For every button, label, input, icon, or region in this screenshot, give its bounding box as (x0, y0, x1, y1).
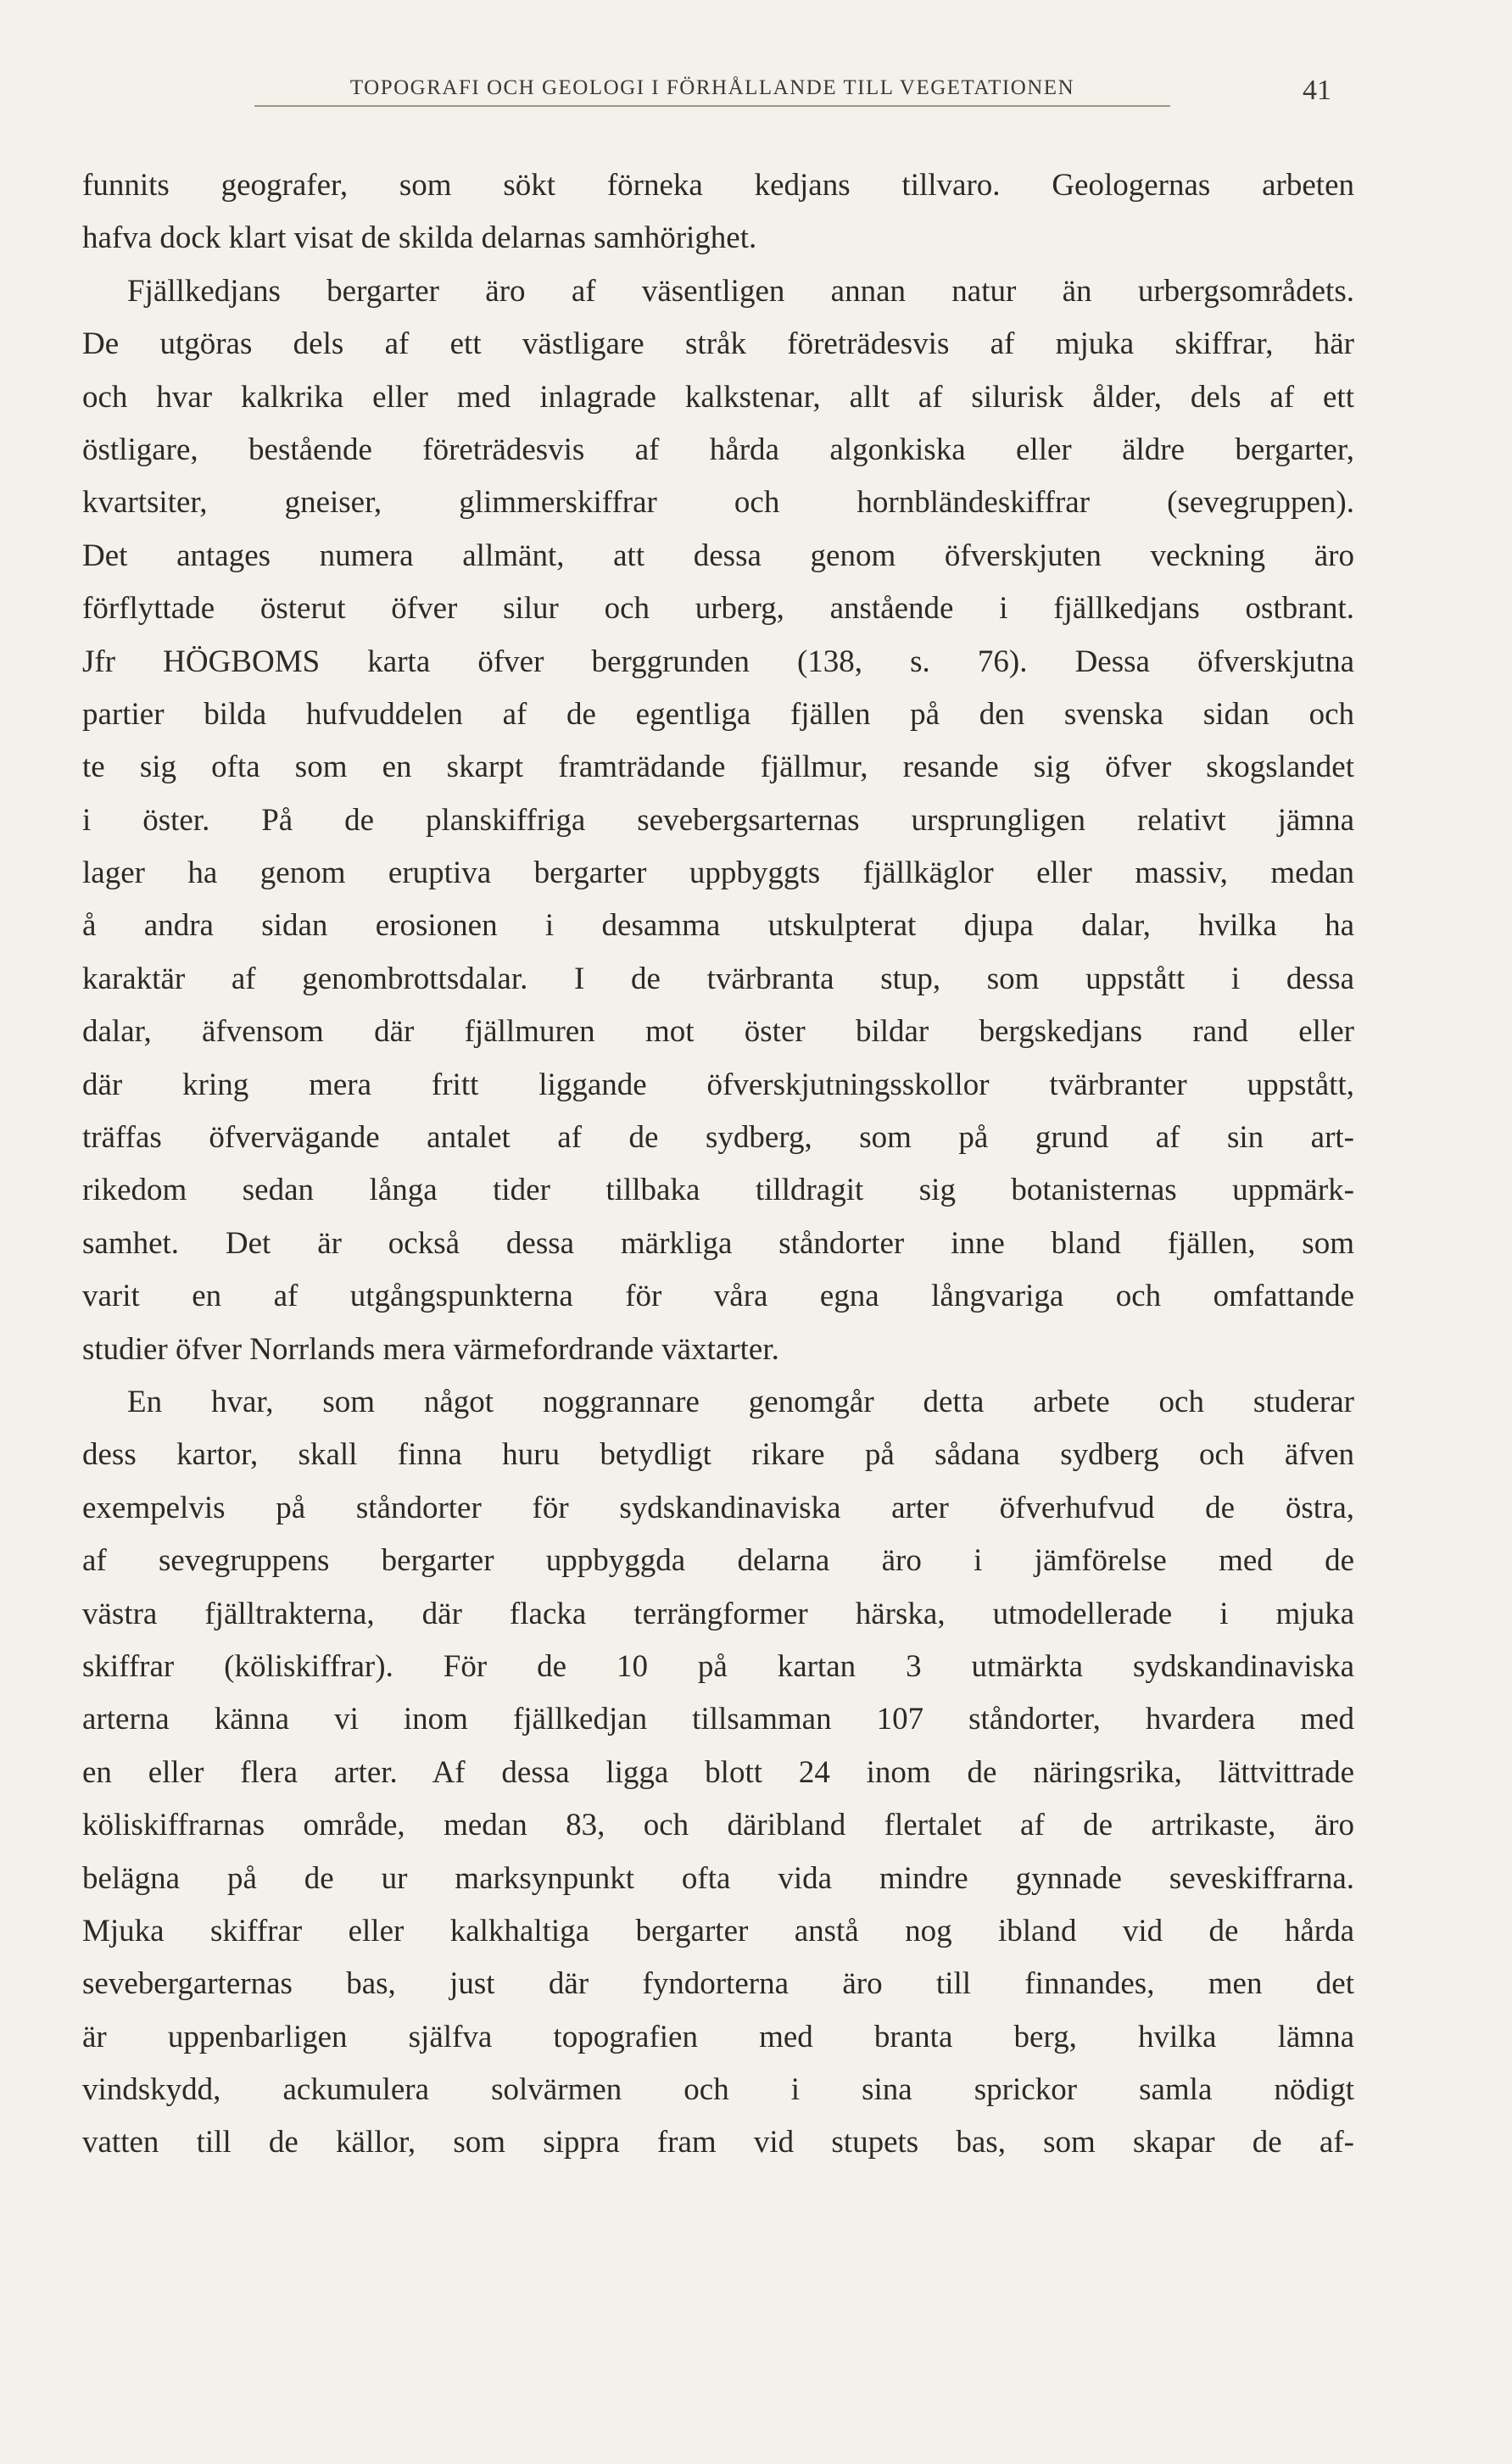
text-line: skiffrar (köliskiffrar). För de 10 på kartan 3 utmärkta sydskandinaviska (82, 1648, 1354, 1684)
text-line: är uppenbarligen själfva topografien med branta berg, hvilka lämna (82, 2019, 1354, 2054)
text-line: af sevegruppens bergarter uppbyggda delarna äro i jämförelse med de (82, 1543, 1354, 1579)
text-line: Det antages numera allmänt, att dessa genom öfverskjuten veckning äro (82, 538, 1354, 573)
running-head: TOPOGRAFI OCH GEOLOGI I FÖRHÅLLANDE TILL VEGETATIONEN (254, 76, 1170, 107)
text-line: vatten till de källor, som sippra fram vid stupets bas, som skapar de af- (82, 2125, 1354, 2160)
text-line: samhet. Det är också dessa märkliga ståndorter inne bland fjällen, som (82, 1225, 1354, 1261)
text-line: En hvar, som något noggrannare genomgår detta arbete och studerar (127, 1384, 1354, 1419)
text-line: hafva dock klart visat de skilda delarnas samhörighet. (82, 220, 757, 256)
text-line: där kring mera fritt liggande öfverskjutningsskollor tvärbranter uppstått, (82, 1067, 1354, 1102)
text-line: dalar, äfvensom där fjällmuren mot öster bildar bergskedjans rand eller (82, 1014, 1354, 1050)
text-line: sevebergarternas bas, just där fyndorterna äro till finnandes, men det (82, 1966, 1354, 2002)
text-line: De utgöras dels af ett västligare stråk företrädesvis af mjuka skiffrar, här (82, 326, 1354, 362)
text-line: träffas öfvervägande antalet af de sydberg, som på grund af sin art- (82, 1120, 1354, 1156)
text-line: studier öfver Norrlands mera värmefordrande växtarter. (82, 1331, 779, 1367)
text-line: å andra sidan erosionen i desamma utskulpterat djupa dalar, hvilka ha (82, 908, 1354, 944)
text-line: te sig ofta som en skarpt framträdande fjällmur, resande sig öfver skogslandet (82, 750, 1354, 785)
text-line: lager ha genom eruptiva bergarter uppbyggts fjällkäglor eller massiv, medan (82, 856, 1354, 891)
text-line: varit en af utgångspunkterna för våra egna långvariga och omfattande (82, 1279, 1354, 1314)
text-line: exempelvis på ståndorter för sydskandinaviska arter öfverhufvud de östra, (82, 1490, 1354, 1525)
text-line: vindskydd, ackumulera solvärmen och i sina sprickor samla nödigt (82, 2072, 1354, 2108)
text-line: och hvar kalkrika eller med inlagrade kalkstenar, allt af silurisk ålder, dels af ett (82, 379, 1354, 415)
text-line: i öster. På de planskiffriga sevebergsarternas ursprungligen relativt jämna (82, 802, 1354, 838)
text-line: en eller flera arter. Af dessa ligga blott 24 inom de näringsrika, lättvittrade (82, 1754, 1354, 1790)
text-line: förflyttade österut öfver silur och urberg, anstående i fjällkedjans ostbrant. (82, 591, 1354, 627)
text-line: Mjuka skiffrar eller kalkhaltiga bergarter anstå nog ibland vid de hårda (82, 1913, 1354, 1948)
text-line: Jfr HÖGBOMS karta öfver berggrunden (138, s. 76). Dessa öfverskjutna (82, 644, 1354, 679)
text-line: kvartsiter, gneiser, glimmerskiffrar och hornbländeskiffrar (sevegruppen). (82, 485, 1354, 521)
page-number: 41 (1303, 75, 1331, 106)
text-line: karaktär af genombrottsdalar. I de tvärbranta stup, som uppstått i dessa (82, 961, 1354, 996)
text-line: funnits geografer, som sökt förneka kedjans tillvaro. Geologernas arbeten (82, 168, 1354, 203)
text-line: dess kartor, skall finna huru betydligt rikare på sådana sydberg och äfven (82, 1437, 1354, 1473)
text-line: partier bilda hufvuddelen af de egentliga fjällen på den svenska sidan och (82, 696, 1354, 732)
text-line: östligare, bestående företrädesvis af hårda algonkiska eller äldre bergarter, (82, 432, 1354, 467)
text-line: Fjällkedjans bergarter äro af väsentligen annan natur än urbergsområdets. (127, 273, 1354, 309)
text-line: köliskiffrarnas område, medan 83, och däribland flertalet af de artrikaste, äro (82, 1808, 1354, 1843)
text-line: belägna på de ur marksynpunkt ofta vida mindre gynnade seveskiffrarna. (82, 1860, 1354, 1896)
text-line: västra fjälltrakterna, där flacka terrängformer härska, utmodellerade i mjuka (82, 1596, 1354, 1631)
text-line: rikedom sedan långa tider tillbaka tilldragit sig botanisternas uppmärk- (82, 1173, 1354, 1208)
body-text (82, 159, 1354, 2170)
text-line: arterna känna vi inom fjällkedjan tillsamman 107 ståndorter, hvardera med (82, 1702, 1354, 1737)
